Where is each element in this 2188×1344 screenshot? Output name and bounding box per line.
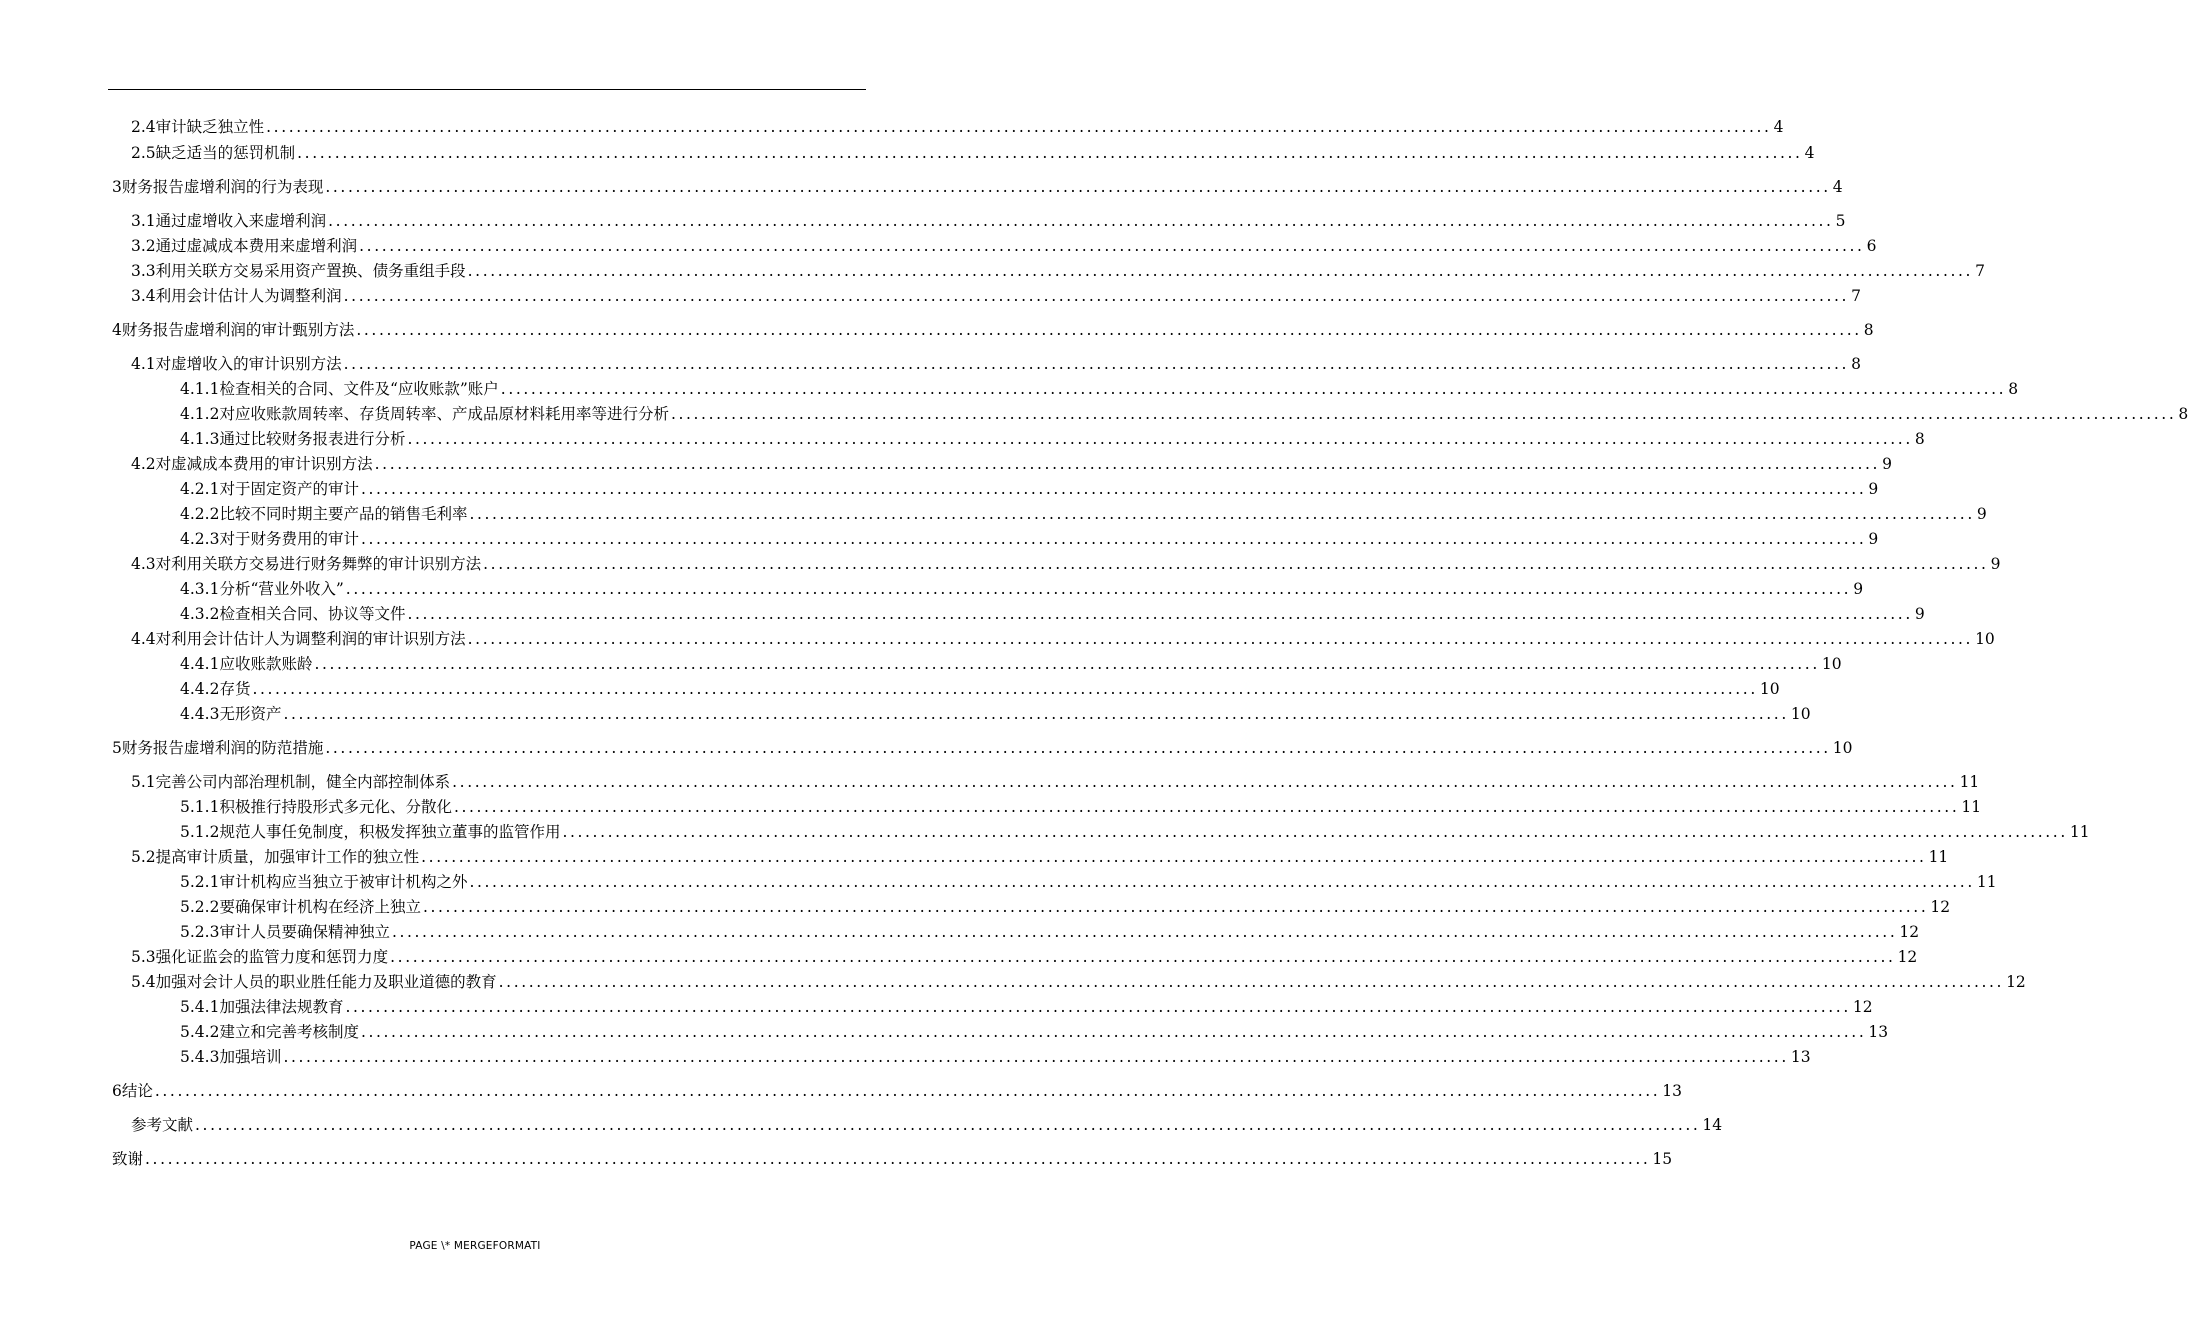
toc-entry[interactable] [131,1115,1723,1135]
toc-entry-label: 4.4.1应收账款账龄 [180,655,313,673]
toc-dot-leader: ........................................................................................................................................................................................................ [297,144,1803,162]
toc-entry-page-number: 5 [1835,212,1846,230]
toc-entry[interactable] [131,143,1815,163]
toc-entry-page-number: 12 [2006,973,2026,991]
toc-entry[interactable] [112,1149,1673,1169]
toc-entry-page-number: 4 [1773,118,1784,136]
toc-entry-label: 3.4利用会计估计人为调整利润 [131,287,342,305]
toc-entry-label: 5.1.1积极推行持股形式多元化、分散化 [180,798,452,816]
toc-entry[interactable] [180,404,2188,424]
toc-entry-label: 3财务报告虚增利润的行为表现 [112,178,324,196]
toc-entry-page-number: 12 [1899,923,1920,941]
toc-entry[interactable] [112,320,1874,340]
toc-entry-page-number: 7 [1851,287,1861,305]
toc-dot-leader: ........................................................................................................................................................................................................ [360,480,1867,498]
toc-entry[interactable] [131,117,1784,137]
toc-entry-page-number: 10 [1975,630,1995,648]
toc-entry-page-number: 10 [1832,739,1853,757]
toc-dot-leader: ........................................................................................................................................................................................................ [467,630,1974,648]
toc-entry-label: 2.4审计缺乏独立性 [131,118,265,136]
toc-entry[interactable] [180,429,1925,449]
toc-dot-leader: ........................................................................................................................................................................................................ [145,1150,1651,1168]
toc-dot-leader: ........................................................................................................................................................................................................ [252,680,1758,698]
toc-entry-label: 3.1通过虚增收入来虚增利润 [131,212,327,230]
toc-entry[interactable] [112,1081,1683,1101]
toc-entry-page-number: 4 [1804,144,1815,162]
toc-entry[interactable] [180,872,1997,892]
toc-entry-label: 6结论 [112,1082,153,1100]
toc-entry[interactable] [112,177,1843,197]
toc-dot-leader: ........................................................................................................................................................................................................ [498,973,2005,991]
toc-entry[interactable] [131,554,2001,574]
toc-entry[interactable] [180,704,1811,724]
toc-entry-page-number: 11 [1928,848,1949,866]
toc-entry-label: 4.2.3对于财务费用的审计 [180,530,359,548]
toc-entry[interactable] [180,1022,1889,1042]
toc-entry-page-number: 15 [1652,1150,1673,1168]
toc-entry-page-number: 12 [1930,898,1951,916]
toc-dot-leader: ........................................................................................................................................................................................................ [407,430,1913,448]
toc-dot-leader: ........................................................................................................................................................................................................ [422,898,1929,916]
toc-entry[interactable] [131,261,1985,281]
toc-entry-page-number: 10 [1790,705,1811,723]
toc-entry-page-number: 9 [1868,530,1879,548]
toc-entry-page-number: 8 [1863,321,1874,339]
toc-entry-page-number: 9 [1990,555,2001,573]
toc-entry-label: 5财务报告虚增利润的防范措施 [112,739,324,757]
toc-entry-label: 5.2.2要确保审计机构在经济上独立 [180,898,421,916]
toc-entry-page-number: 8 [1851,355,1861,373]
toc-entry-label: 4.2.1对于固定资产的审计 [180,480,359,498]
toc-entry[interactable] [180,579,1864,599]
toc-entry[interactable] [180,897,1951,917]
toc-entry[interactable] [180,654,1842,674]
toc-dot-leader: ........................................................................................................................................................................................................ [343,287,1850,305]
toc-entry-page-number: 8 [2178,405,2188,423]
toc-entry-label: 5.1完善公司内部治理机制，健全内部控制体系 [131,773,451,791]
toc-entry-page-number: 6 [1866,237,1877,255]
toc-entry-label: 4.1.1检查相关的合同、文件及“应收账款”账户 [180,380,499,398]
toc-entry[interactable] [131,454,1892,474]
toc-entry-label: 4.3对利用关联方交易进行财务舞弊的审计识别方法 [131,555,482,573]
toc-entry-label: 4.4.3无形资产 [180,705,282,723]
toc-entry-label: 5.4加强对会计人员的职业胜任能力及职业道德的教育 [131,973,497,991]
toc-entry-label: 4.2对虚减成本费用的审计识别方法 [131,455,373,473]
toc-dot-leader: ........................................................................................................................................................................................................ [154,1082,1661,1100]
toc-entry-label: 3.2通过虚减成本费用来虚增利润 [131,237,358,255]
toc-dot-leader: ........................................................................................................................................................................................................ [325,178,1831,196]
toc-entry-page-number: 10 [1759,680,1780,698]
toc-entry-label: 致谢 [112,1150,144,1168]
toc-entry[interactable] [131,947,1918,967]
toc-dot-leader: ........................................................................................................................................................................................................ [283,705,1789,723]
toc-entry[interactable] [112,738,1853,758]
toc-dot-leader: ........................................................................................................................................................................................................ [469,873,1975,891]
toc-entry[interactable] [180,604,1925,624]
page-footer: PAGE \* MERGEFORMATI [409,1240,541,1252]
toc-entry-page-number: 9 [1914,605,1925,623]
toc-dot-leader: ........................................................................................................................................................................................................ [283,1048,1789,1066]
toc-entry-label: 4.1.2对应收账款周转率、存货周转率、产成品原材料耗用率等进行分析 [180,405,669,423]
toc-entry-page-number: 10 [1821,655,1842,673]
toc-entry[interactable] [180,1047,1811,1067]
toc-entry[interactable] [180,504,1987,524]
toc-entry[interactable] [131,772,1980,792]
toc-entry-page-number: 8 [2008,380,2019,398]
toc-dot-leader: ........................................................................................................................................................................................................ [500,380,2007,398]
toc-entry-page-number: 14 [1702,1116,1723,1134]
header-rule [108,89,866,90]
toc-entry[interactable] [180,529,1879,549]
toc-entry-page-number: 13 [1662,1082,1683,1100]
toc-entry-page-number: 4 [1832,178,1843,196]
toc-entry-label: 4.3.1分析“营业外收入” [180,580,344,598]
toc-entry-label: 2.5缺乏适当的惩罚机制 [131,144,296,162]
toc-entry-page-number: 9 [1853,580,1864,598]
toc-entry[interactable] [180,797,1982,817]
toc-dot-leader: ........................................................................................................................................................................................................ [360,1023,1867,1041]
toc-entry-page-number: 11 [1961,798,1982,816]
toc-entry-label: 3.3利用关联方交易采用资产置换、债务重组手段 [131,262,466,280]
toc-entry[interactable] [180,997,1873,1017]
toc-entry-label: 5.4.2建立和完善考核制度 [180,1023,359,1041]
toc-dot-leader: ........................................................................................................................................................................................................ [670,405,2177,423]
toc-dot-leader: ........................................................................................................................................................................................................ [345,998,1851,1016]
toc-dot-leader: ........................................................................................................................................................................................................ [421,848,1927,866]
toc-entry-label: 4.1.3通过比较财务报表进行分析 [180,430,406,448]
toc-entry[interactable] [131,629,1995,649]
toc-entry-label: 5.3强化证监会的监管力度和惩罚力度 [131,948,389,966]
toc-entry[interactable] [180,822,2090,842]
toc-entry-page-number: 12 [1852,998,1873,1016]
toc-entry-label: 5.2.3审计人员要确保精神独立 [180,923,390,941]
toc-entry-page-number: 9 [1976,505,1987,523]
toc-entry-label: 4财务报告虚增利润的审计甄别方法 [112,321,355,339]
toc-entry-label: 4.1对虚增收入的审计识别方法 [131,355,342,373]
toc-entry[interactable] [180,922,1920,942]
toc-entry-page-number: 9 [1868,480,1879,498]
toc-entry-page-number: 12 [1897,948,1918,966]
toc-entry[interactable] [180,679,1780,699]
toc-entry-label: 5.4.1加强法律法规教育 [180,998,344,1016]
toc-dot-leader: ........................................................................................................................................................................................................ [469,505,1975,523]
toc-entry[interactable] [131,972,2026,992]
toc-entry[interactable] [131,847,1949,867]
toc-entry[interactable] [131,286,1861,306]
toc-dot-leader: ........................................................................................................................................................................................................ [407,605,1913,623]
toc-dot-leader: ........................................................................................................................................................................................................ [328,212,1834,230]
toc-entry[interactable] [131,236,1877,256]
toc-entry[interactable] [180,379,2019,399]
toc-dot-leader: ........................................................................................................................................................................................................ [390,948,1896,966]
toc-entry-label: 4.4.2存货 [180,680,251,698]
toc-dot-leader: ........................................................................................................................................................................................................ [374,455,1881,473]
toc-dot-leader: ........................................................................................................................................................................................................ [562,823,2068,841]
toc-dot-leader: ........................................................................................................................................................................................................ [359,237,1865,255]
toc-entry-page-number: 8 [1914,430,1925,448]
toc-dot-leader: ........................................................................................................................................................................................................ [356,321,1862,339]
toc-dot-leader: ........................................................................................................................................................................................................ [452,773,1958,791]
toc-dot-leader: ........................................................................................................................................................................................................ [195,1116,1701,1134]
toc-entry-label: 4.4对利用会计估计人为调整利润的审计识别方法 [131,630,466,648]
toc-dot-leader: ........................................................................................................................................................................................................ [266,118,1772,136]
toc-entry-page-number: 7 [1975,262,1985,280]
toc-entry-label: 5.2提高审计质量，加强审计工作的独立性 [131,848,420,866]
toc-dot-leader: ........................................................................................................................................................................................................ [391,923,1898,941]
toc-entry-label: 参考文献 [131,1116,194,1134]
toc-dot-leader: ........................................................................................................................................................................................................ [343,355,1850,373]
toc-entry-label: 4.2.2比较不同时期主要产品的销售毛利率 [180,505,468,523]
toc-dot-leader: ........................................................................................................................................................................................................ [345,580,1852,598]
toc-entry-label: 4.3.2检查相关合同、协议等文件 [180,605,406,623]
toc-entry-page-number: 11 [1959,773,1980,791]
toc-entry-label: 5.2.1审计机构应当独立于被审计机构之外 [180,873,468,891]
toc-entry-page-number: 13 [1790,1048,1811,1066]
toc-entry-page-number: 11 [2069,823,2090,841]
toc-entry[interactable] [180,479,1879,499]
toc-dot-leader: ........................................................................................................................................................................................................ [314,655,1820,673]
toc-dot-leader: ........................................................................................................................................................................................................ [325,739,1831,757]
toc-entry-label: 5.4.3加强培训 [180,1048,282,1066]
toc-entry-label: 5.1.2规范人事任免制度，积极发挥独立董事的监管作用 [180,823,561,841]
toc-dot-leader: ........................................................................................................................................................................................................ [453,798,1960,816]
toc-entry-page-number: 13 [1868,1023,1889,1041]
toc-entry-page-number: 11 [1976,873,1997,891]
toc-dot-leader: ........................................................................................................................................................................................................ [360,530,1867,548]
toc-entry[interactable] [131,354,1861,374]
toc-dot-leader: ........................................................................................................................................................................................................ [483,555,1989,573]
toc-entry[interactable] [131,211,1846,231]
toc-entry-page-number: 9 [1882,455,1892,473]
toc-dot-leader: ........................................................................................................................................................................................................ [467,262,1974,280]
